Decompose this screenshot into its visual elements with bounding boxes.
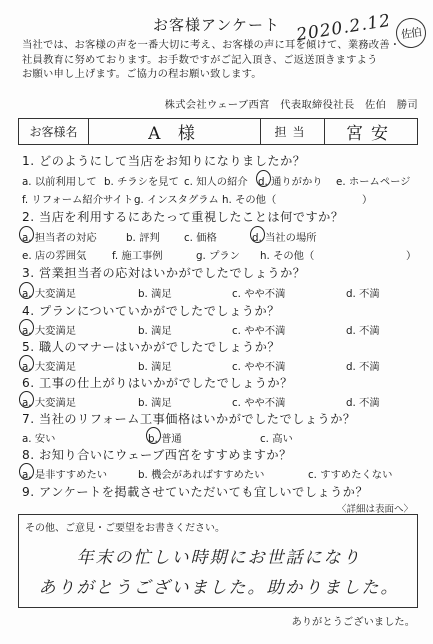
- q2-option-a[interactable]: a. 担当者の対応: [22, 232, 97, 244]
- intro-text: [22, 38, 417, 82]
- handwritten-date: 2020.2.12: [295, 10, 393, 46]
- q3-option-b[interactable]: b. 満足: [138, 288, 172, 300]
- question-8: 8. お知り合いにウェーブ西宮をすすめますか？: [22, 448, 292, 462]
- customer-name-value[interactable]: A 様: [89, 119, 261, 144]
- q3-option-d[interactable]: d. 不満: [346, 288, 380, 300]
- staff-value[interactable]: 宮安: [346, 124, 396, 144]
- q6-option-d[interactable]: d. 不満: [346, 397, 380, 409]
- footer-thanks: ありがとうございました。: [291, 616, 415, 628]
- q8-option-b[interactable]: b. 機会があればすすめたい: [138, 469, 265, 481]
- selection-circle: [250, 226, 265, 243]
- comment-line-1: 年末の忙しい時期にお世話になり: [76, 548, 362, 568]
- q1-option-g[interactable]: g. インスタグラム: [134, 194, 219, 206]
- q1-option-d[interactable]: d. 通りがかり: [258, 176, 323, 188]
- question-7: 7. 当社のリフォーム工事価格はいかがでしたでしょうか？: [22, 412, 356, 426]
- q7-option-c[interactable]: c. 高い: [260, 433, 293, 445]
- q6-option-c[interactable]: c. やや不満: [232, 397, 286, 409]
- q4-option-c[interactable]: c. やや不満: [232, 325, 286, 337]
- question-3: 3. 営業担当者の応対はいかがでしたでしょうか？: [22, 266, 306, 280]
- intro-line: 当社では、お客様の声を一番大切に考え、お客様の声に耳を傾けて、業務改善・: [22, 39, 401, 51]
- customer-name-label: お客様名: [19, 119, 89, 144]
- selection-circle: [19, 355, 34, 372]
- q6-option-b[interactable]: b. 満足: [138, 397, 172, 409]
- intro-line: お願い申し上げます。ご協力の程お願い致します。: [22, 68, 262, 80]
- q3-option-a[interactable]: a. 大変満足: [22, 288, 77, 300]
- question-4: 4. プランについていかがでしたでしょうか？: [22, 304, 280, 318]
- q1-option-h[interactable]: h. その他（: [222, 194, 277, 206]
- q1-option-b[interactable]: b. チラシを見て: [104, 176, 179, 188]
- q2-option-h[interactable]: h. その他（: [260, 250, 315, 262]
- selection-circle: [256, 170, 271, 187]
- q1-option-f[interactable]: f. リフォーム紹介サイト: [22, 194, 134, 206]
- q3-option-c[interactable]: c. やや不満: [232, 288, 286, 300]
- selection-circle: [19, 391, 34, 408]
- q5-option-c[interactable]: c. やや不満: [232, 361, 286, 373]
- q2-option-g[interactable]: g. プラン: [196, 250, 240, 262]
- selection-circle: [19, 319, 34, 336]
- q7-option-b[interactable]: b. 普通: [148, 433, 182, 445]
- selection-circle: [19, 463, 34, 480]
- comment-line-2: ありがとうございました。助かりました。: [38, 578, 400, 598]
- selection-circle: [19, 282, 34, 299]
- comments-box[interactable]: [18, 514, 418, 608]
- company-signature: 株式会社ウェーブ西宮 代表取締役社長 佐伯 勝司: [164, 99, 418, 111]
- customer-info-table: [18, 118, 418, 145]
- q6-option-a[interactable]: a. 大変満足: [22, 397, 77, 409]
- question-6: 6. 工事の仕上がりはいかがでしたでしょうか？: [22, 376, 293, 390]
- intro-line: 社員教育に努めております。お手数ですがご記入頂き、ご返送頂きますよう: [22, 53, 378, 66]
- comments-label: その他、ご意見・ご要望をお書きください。: [25, 523, 225, 534]
- q4-option-a[interactable]: a. 大変満足: [22, 325, 77, 337]
- q2-option-e[interactable]: e. 店の雰囲気: [22, 250, 87, 262]
- q1-option-h-close: ）: [362, 194, 373, 206]
- detail-hint: 〈詳細は表面へ〉: [336, 504, 413, 515]
- q1-option-a[interactable]: a. 以前利用して: [22, 176, 97, 188]
- q1-option-c[interactable]: c. 知人の紹介: [184, 176, 248, 188]
- q4-option-b[interactable]: b. 満足: [138, 325, 172, 337]
- q2-option-f[interactable]: f. 施工事例: [112, 250, 163, 262]
- q1-option-e[interactable]: e. ホームページ: [336, 176, 411, 188]
- question-9: 9. アンケートを掲載させていただいても宜しいでしょうか？: [22, 485, 369, 499]
- selection-circle: [146, 427, 161, 444]
- q8-option-c[interactable]: c. すすめたくない: [308, 469, 393, 481]
- q5-option-b[interactable]: b. 満足: [138, 361, 172, 373]
- q2-option-h-close: ）: [406, 250, 417, 262]
- q5-option-a[interactable]: a. 大変満足: [22, 361, 77, 373]
- question-2: 2. 当店を利用するにあたって重視したことは何ですか？: [22, 210, 344, 224]
- q5-option-d[interactable]: d. 不満: [346, 361, 380, 373]
- form-title: お客様アンケート: [152, 16, 281, 34]
- q4-option-d[interactable]: d. 不満: [346, 325, 380, 337]
- question-5: 5. 職人のマナーはいかがでしたでしょうか？: [22, 340, 281, 354]
- selection-circle: [19, 226, 34, 243]
- staff-label: 担当: [261, 119, 325, 144]
- q2-option-c[interactable]: c. 価格: [184, 232, 217, 244]
- q2-option-b[interactable]: b. 評判: [126, 232, 160, 244]
- stamp-text: 佐伯: [400, 25, 422, 42]
- question-1: 1. どのようにして当店をお知りになりましたか？: [22, 154, 306, 168]
- q2-option-d[interactable]: d. 当社の場所: [252, 232, 317, 244]
- q8-option-a[interactable]: a. 是非すすめたい: [22, 469, 108, 481]
- q7-option-a[interactable]: a. 安い: [22, 433, 56, 445]
